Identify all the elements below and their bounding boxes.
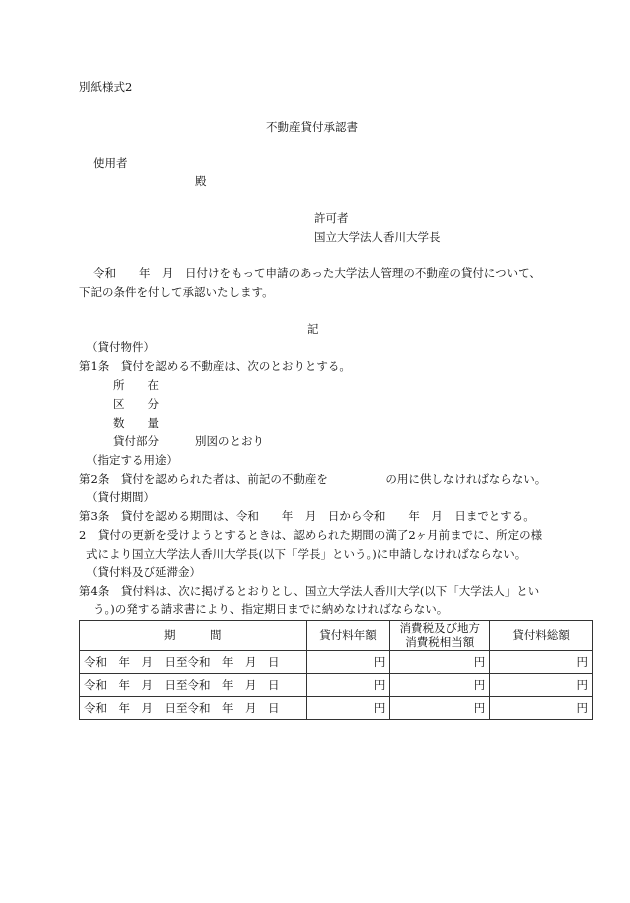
intro-line-2: 下記の条件を付して承認いたします。	[79, 285, 274, 299]
row-total-fee: 円	[490, 673, 593, 696]
form-label: 別紙様式2	[79, 80, 133, 94]
row-annual-fee: 円	[306, 673, 390, 696]
item-category-label: 区 分	[113, 397, 159, 411]
article-3-para-2-line-1: 2 貸付の更新を受けようとするときは、認められた期間の満了2ヶ月前までに、所定の様	[79, 528, 543, 542]
property-heading: （貸付物件）	[86, 340, 155, 354]
item-location-label: 所 在	[113, 378, 159, 392]
honorific: 殿	[195, 174, 207, 188]
approver-name: 国立大学法人香川大学長	[314, 230, 441, 244]
intro-line-1: 令和 年 月 日付けをもって申請のあった大学法人管理の不動産の貸付について、	[93, 266, 541, 280]
fee-table	[79, 620, 593, 720]
table-row	[80, 696, 593, 719]
header-tax: 消費税及び地方 消費税相当額	[390, 621, 490, 651]
item-lease-part-value: 別図のとおり	[195, 434, 264, 448]
row-total-fee: 円	[490, 696, 593, 719]
article-4-line-2: う。)の発する請求書により、指定期日までに納めなければならない。	[93, 602, 449, 616]
article-4-line-1: 第4条 貸付料は、次に掲げるとおりとし、国立大学法人香川大学(以下「大学法人」とい	[79, 584, 540, 598]
approver-label: 許可者	[314, 211, 349, 225]
row-period: 令和 年 月 日至令和 年 月 日	[80, 650, 307, 673]
article-2: 第2条 貸付を認められた者は、前記の不動産を の用に供しなければならない。	[79, 472, 547, 486]
header-annual-fee: 貸付料年額	[306, 621, 390, 651]
fee-heading: （貸付料及び延滞金）	[86, 565, 201, 579]
header-total-fee: 貸付料総額	[490, 621, 593, 651]
row-annual-fee: 円	[306, 650, 390, 673]
header-period: 期 間	[80, 621, 307, 651]
fee-table-header-row	[80, 621, 593, 651]
article-3-para-2-line-2: 式により国立大学法人香川大学長(以下「学長」という。)に申請しなければならない。	[86, 547, 527, 561]
item-quantity-label: 数 量	[113, 416, 159, 430]
ki-heading: 記	[307, 322, 319, 336]
row-period: 令和 年 月 日至令和 年 月 日	[80, 673, 307, 696]
table-row	[80, 650, 593, 673]
article-3: 第3条 貸付を認める期間は、令和 年 月 日から令和 年 月 日までとする。	[79, 509, 535, 523]
row-total-fee: 円	[490, 650, 593, 673]
row-tax: 円	[390, 673, 490, 696]
table-row	[80, 673, 593, 696]
user-label: 使用者	[93, 156, 128, 170]
item-lease-part-label: 貸付部分	[113, 434, 159, 448]
document-title: 不動産貸付承認書	[266, 120, 358, 134]
row-tax: 円	[390, 696, 490, 719]
article-1: 第1条 貸付を認める不動産は、次のとおりとする。	[79, 359, 351, 373]
period-heading: （貸付期間）	[86, 490, 155, 504]
use-heading: （指定する用途）	[86, 453, 178, 467]
row-period: 令和 年 月 日至令和 年 月 日	[80, 696, 307, 719]
row-annual-fee: 円	[306, 696, 390, 719]
row-tax: 円	[390, 650, 490, 673]
